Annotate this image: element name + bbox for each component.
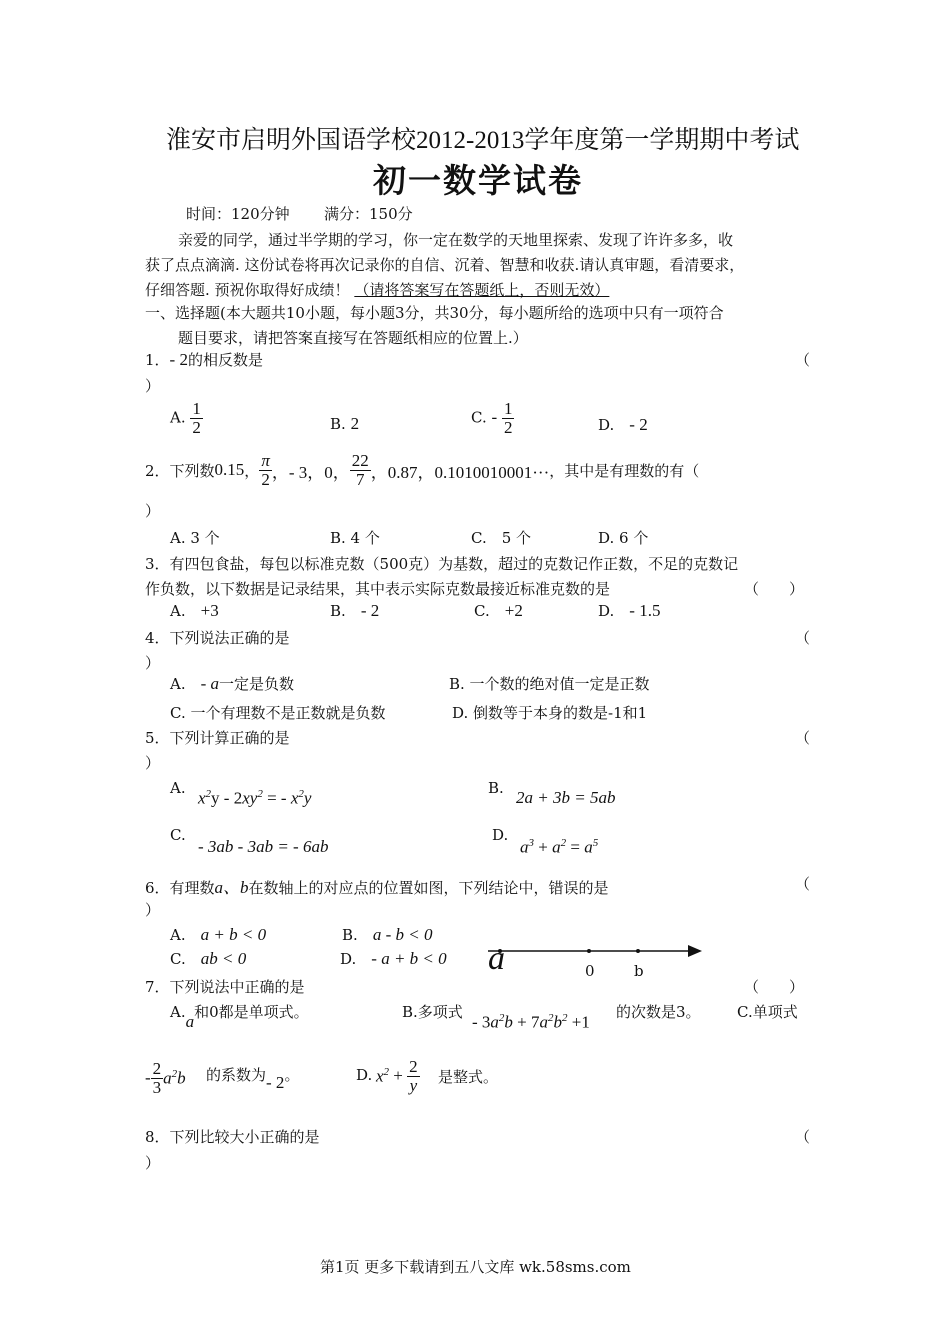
intro-line-1: 亲爱的同学，通过半学期的学习，你一定在数学的天地里探索、发现了许许多多，收 — [178, 231, 734, 249]
q6-option-a: A. a + b < 0 — [170, 925, 267, 944]
number-line-point-b — [636, 949, 640, 953]
question-2: 2．下列数 0.15 ， $\frac{\pi}{2}$ ，- 3，0， $\frac{22}{7}$ ，0.87，0.1010010001··· ，其中是有理数的有（ — [145, 451, 700, 489]
number-line-label-a: a — [488, 940, 505, 977]
q2-option-d: D. 6 个 — [598, 529, 649, 547]
q7-c-fraction: $\frac{2}{3}$ — [152, 1059, 162, 1097]
q5-option-b-expr: 2a + 3b = 5ab — [516, 788, 616, 807]
q1-option-a: A. $\frac{1}{2}$ — [170, 399, 201, 437]
exam-subtitle: 初一数学试卷 — [373, 161, 583, 200]
question-3-line-1: 3．有四包食盐，每包以标准克数（500克）为基数，超过的克数记作正数，不足的克数记 — [145, 555, 739, 573]
q5-option-d-expr: $a^3 + a^2 = a^5$ — [520, 837, 599, 857]
q1-expr: - 2 — [169, 350, 188, 369]
q5-d-label: D. — [492, 826, 509, 844]
question-1: 1．- 2的相反数是 — [145, 350, 263, 369]
q1-a-fraction: $\frac{1}{2}$ — [192, 399, 201, 437]
section-1-heading: 一、选择题(本大题共10小题，每小题3分，共30分，每小题所给的选项中只有一项符合 — [145, 304, 724, 322]
q6-option-c: C. ab < 0 — [170, 949, 247, 968]
q4-option-c: C. 一个有理数不是正数就是负数 — [170, 704, 386, 722]
q7-d-fraction: $\frac{2}{y}$ — [409, 1057, 418, 1095]
q5-option-c-expr: - 3ab - 3ab = - 6ab — [198, 837, 329, 856]
q5-option-a-expr: $x^2y - 2xy^2$ = - $x^2y$ — [198, 788, 312, 808]
section-1-instructions: 题目要求，请把答案直接写在答题纸相应的位置上.） — [178, 329, 528, 347]
q7-option-d-text: 是整式。 — [438, 1068, 499, 1086]
q5-b-label: B. — [488, 779, 504, 797]
question-7: 7．下列说法中正确的是 — [145, 978, 305, 996]
q3-option-c: C. +2 — [474, 601, 523, 620]
q7-option-b: B.多项式 — [402, 1003, 463, 1021]
q6-open-paren: （ — [795, 875, 811, 893]
q2-pi-fraction: $\frac{\pi}{2}$ — [261, 451, 270, 489]
question-8: 8．下列比较大小正确的是 — [145, 1128, 320, 1146]
number-line-arrow — [688, 945, 702, 957]
q5-c-label: C. — [170, 826, 186, 844]
q7-b-tail: 的次数是3。 — [616, 1003, 701, 1021]
q6-option-b: B. a - b < 0 — [342, 925, 433, 944]
exam-full-marks: 满分：150分 — [324, 205, 413, 223]
q2-22-7-fraction: $\frac{22}{7}$ — [351, 451, 369, 489]
q7-option-c: C.单项式 — [737, 1003, 798, 1021]
q7-option-d-label: D. — [356, 1066, 373, 1084]
q7-paren: （ ） — [744, 978, 805, 996]
q4-close-paren: ） — [145, 654, 161, 672]
q5-a-label: A. — [170, 779, 186, 797]
q5-close-paren: ） — [145, 754, 161, 772]
intro-line-2: 获了点点滴滴. 这份试卷将再次记录你的自信、沉着、智慧和收获.请认真审题，看清要求， — [145, 256, 745, 274]
q1-open-paren: （ — [795, 351, 811, 369]
exam-time: 时间：120分钟 — [186, 205, 290, 223]
q2-repeating-decimal: 0.15 — [214, 460, 245, 480]
q4-option-d: D. 倒数等于本身的数是-1和1 — [452, 704, 648, 722]
q5-open-paren: （ — [795, 729, 811, 747]
question-3-line-2: 作负数，以下数据是记录结果，其中表示实际克数最接近标准克数的是 — [145, 580, 611, 598]
q7-b-polynomial: - $3a^2b + 7a^2b^2 +1$ — [472, 1012, 590, 1032]
q4-open-paren: （ — [795, 629, 811, 647]
q7-option-a: A.a和0都是单项式。 — [170, 1003, 309, 1031]
q4-option-a: A. - a一定是负数 — [170, 674, 295, 693]
q2-option-a: A. 3 个 — [170, 529, 220, 547]
number-line-point-zero — [587, 949, 591, 953]
q6-option-d: D. - a + b < 0 — [340, 949, 447, 968]
intro-answer-note: （请将答案写在答题纸上，否则无效） — [354, 281, 610, 299]
q2-option-c: C. 5 个 — [471, 529, 532, 547]
q4-option-b: B. 一个数的绝对值一定是正数 — [449, 675, 650, 693]
q1-option-c: C. - $\frac{1}{2}$ — [471, 399, 513, 437]
q7-c-coefficient-text: 的系数为- 2。 — [206, 1066, 300, 1092]
q3-option-b: B. - 2 — [330, 601, 380, 620]
intro-wish: 仔细答题. 预祝你取得好成绩！ — [145, 281, 350, 299]
number-line-diagram — [480, 935, 710, 985]
q1-option-b: B. 2 — [330, 414, 360, 433]
question-4: 4．下列说法正确的是 — [145, 629, 290, 647]
q7-d-expression: $x^2$ + $\frac{2}{y}$ — [376, 1057, 418, 1095]
number-line-label-b: b — [634, 962, 644, 980]
intro-line-3 — [145, 279, 609, 300]
q1-c-fraction: $\frac{1}{2}$ — [503, 399, 513, 437]
q3-paren: （ ） — [744, 580, 805, 598]
number-line-label-zero: 0 — [585, 962, 595, 980]
q3-option-a: A. +3 — [170, 601, 219, 620]
q8-close-paren: ） — [145, 1154, 161, 1172]
page-footer: 第1页 更多下载请到五八文库 wk.58sms.com — [320, 1258, 631, 1276]
exam-title: 淮安市启明外国语学校2012-2013学年度第一学期期中考试 — [166, 127, 800, 154]
q2-close-paren: ） — [145, 502, 161, 520]
q3-option-d: D. - 1.5 — [598, 601, 661, 620]
q1-option-d: D. - 2 — [598, 415, 648, 434]
q6-close-paren: ） — [145, 901, 161, 919]
question-6: 6．有理数a、b在数轴上的对应点的位置如图，下列结论中，错误的是 — [145, 878, 609, 897]
question-5: 5．下列计算正确的是 — [145, 729, 290, 747]
q7-c-monomial: - $\frac{2}{3}$ $a^2b$ — [145, 1059, 186, 1097]
q1-close-paren: ） — [145, 377, 161, 395]
q2-option-b: B. 4 个 — [330, 529, 380, 547]
q8-open-paren: （ — [795, 1128, 811, 1146]
